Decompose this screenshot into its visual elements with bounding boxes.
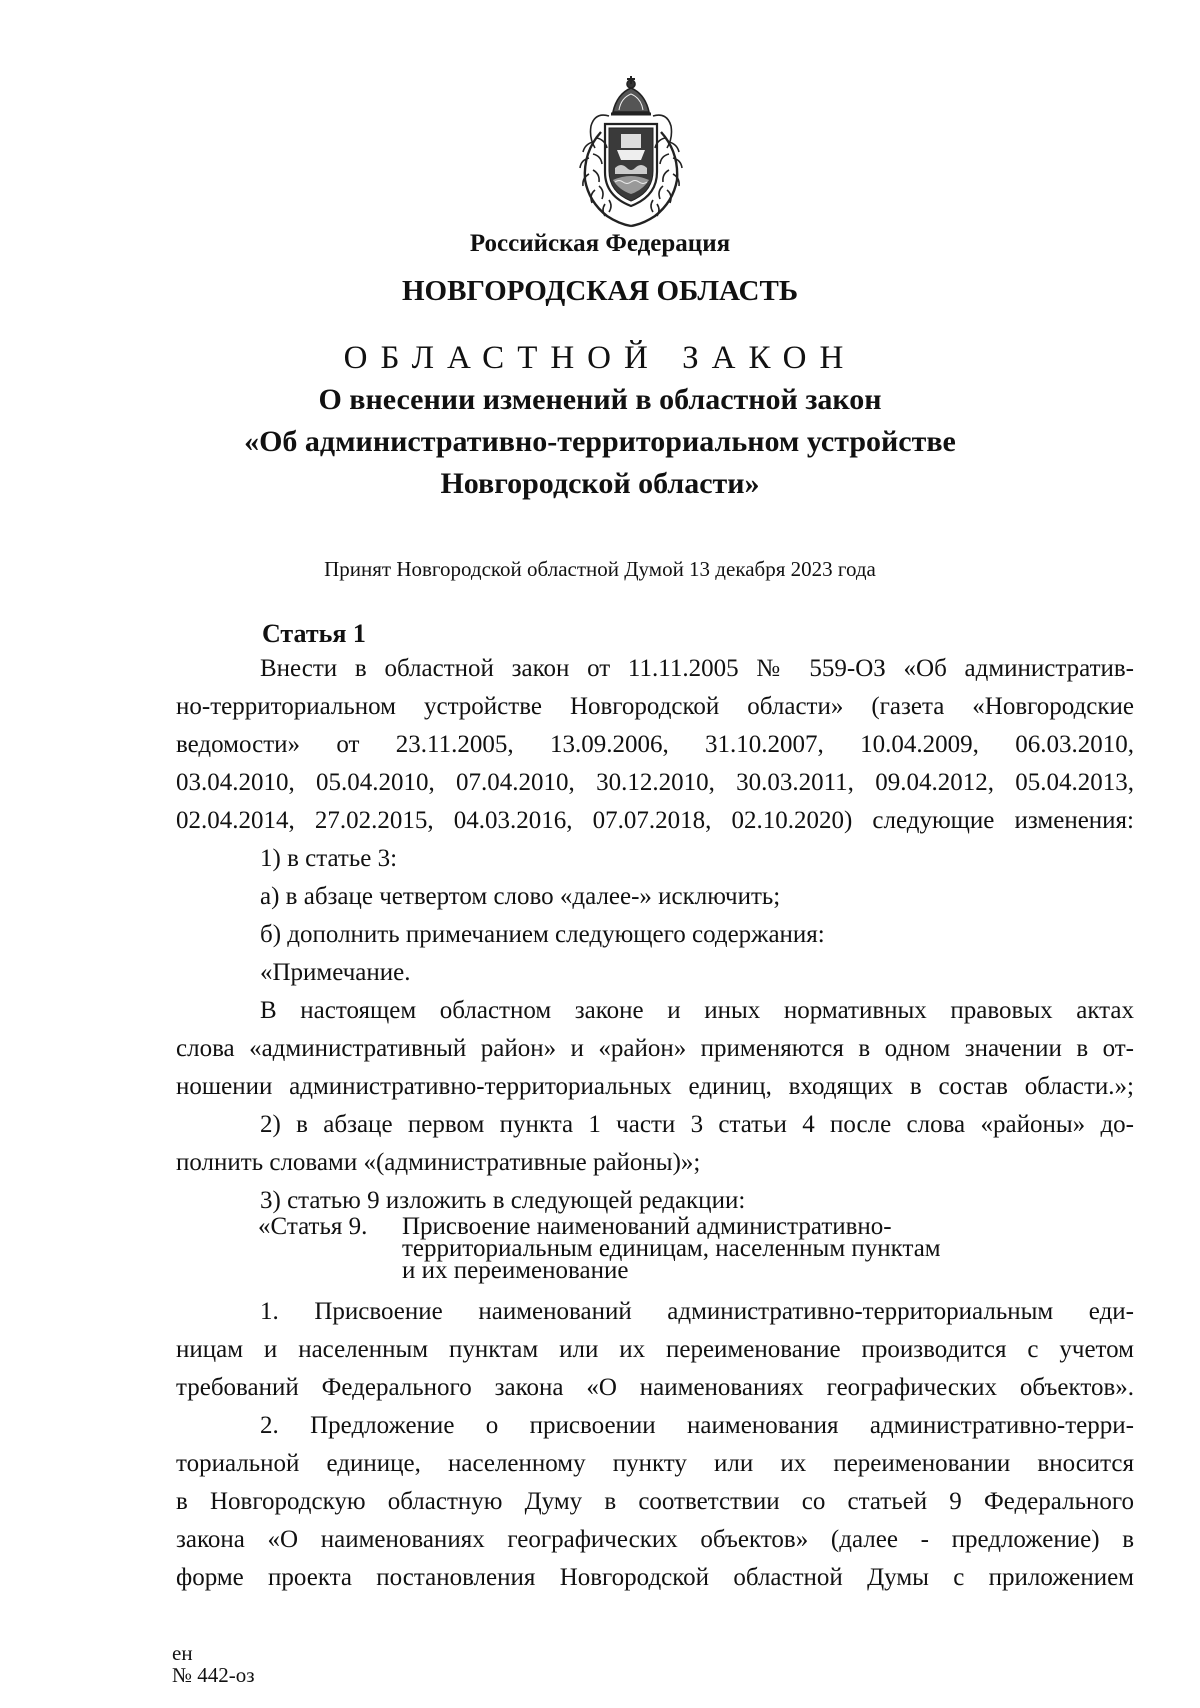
country-heading: Российская Федерация (469, 230, 731, 257)
paragraph-line: 1) в статье 3: (260, 845, 398, 872)
paragraph-line: в Новгородскую областную Думу в соответствии со статьей 9 Федерального (176, 1488, 1134, 1515)
paragraph-line: слова «административный район» и «район» применяются в одном значении в от- (176, 1035, 1134, 1062)
paragraph-line: 02.04.2014, 27.02.2015, 04.03.2016, 07.07.2018, 02.10.2020) следующие изменения: (176, 807, 1134, 834)
paragraph-line: форме проекта постановления Новгородской областной Думы с приложением (176, 1564, 1134, 1591)
paragraph-line: требований Федерального закона «О наименованиях географических объектов». (176, 1374, 1134, 1401)
law-title-line: «Об административно-территориальном устройстве (244, 425, 956, 458)
paragraph-line: закона «О наименованиях географических объектов» (далее - предложение) в (176, 1526, 1134, 1553)
paragraph-line: 2) в абзаце первом пункта 1 части 3 статьи 4 после слова «районы» до- (260, 1111, 1134, 1138)
article-1-heading: Статья 1 (262, 619, 366, 648)
paragraph-line: 3) статью 9 изложить в следующей редакции: (260, 1187, 746, 1214)
paragraph-line: ведомости» от 23.11.2005, 13.09.2006, 31.10.2007, 10.04.2009, 06.03.2010, (176, 731, 1134, 758)
article-9-title-line: Присвоение наименований административно- (402, 1213, 892, 1240)
paragraph-line: полнить словами «(административные районы)»; (176, 1149, 701, 1176)
footer-document-number: № 442-оз (172, 1663, 255, 1687)
paragraph-line: 03.04.2010, 05.04.2010, 07.04.2010, 30.12.2010, 30.03.2011, 09.04.2012, 05.04.2013, (176, 769, 1134, 796)
novgorod-coat-of-arms-icon (571, 72, 691, 230)
paragraph-line: ториальной единице, населенному пункту или их переименовании вносится (176, 1450, 1134, 1477)
paragraph-line: 1. Присвоение наименований административно-территориальным еди- (260, 1298, 1134, 1325)
law-title-line: Новгородской области» (440, 467, 760, 500)
paragraph-line: а) в абзаце четвертом слово «далее-» исключить; (260, 883, 781, 910)
document-type-heading: ОБЛАСТНОЙ ЗАКОН (343, 340, 857, 376)
law-title-line: О внесении изменений в областной закон (318, 383, 882, 416)
paragraph-line: В настоящем областном законе и иных нормативных правовых актах (260, 997, 1134, 1024)
paragraph-line: Внести в областной закон от 11.11.2005 № 559-ОЗ «Об административ- (260, 655, 1134, 682)
paragraph-line: 2. Предложение о присвоении наименования административно-терри- (260, 1412, 1134, 1439)
article-9-label: «Статья 9. (258, 1213, 368, 1240)
article-9-title-line: и их переименование (402, 1257, 629, 1284)
footer-initials: ен (172, 1641, 193, 1665)
article-9-title-line: территориальным единицам, населенным пунктам (402, 1235, 941, 1262)
paragraph-line: ношении административно-территориальных единиц, входящих в состав области.»; (176, 1073, 1134, 1100)
paragraph-line: б) дополнить примечанием следующего содержания: (260, 921, 825, 948)
paragraph-line: ницам и населенным пунктам или их переименование производится с учетом (176, 1336, 1134, 1363)
paragraph-line: но-территориальном устройстве Новгородской области» (газета «Новгородские (176, 693, 1134, 720)
region-heading: НОВГОРОДСКАЯ ОБЛАСТЬ (401, 275, 799, 307)
paragraph-line: «Примечание. (260, 959, 411, 986)
adoption-date: Принят Новгородской областной Думой 13 декабря 2023 года (324, 557, 876, 581)
